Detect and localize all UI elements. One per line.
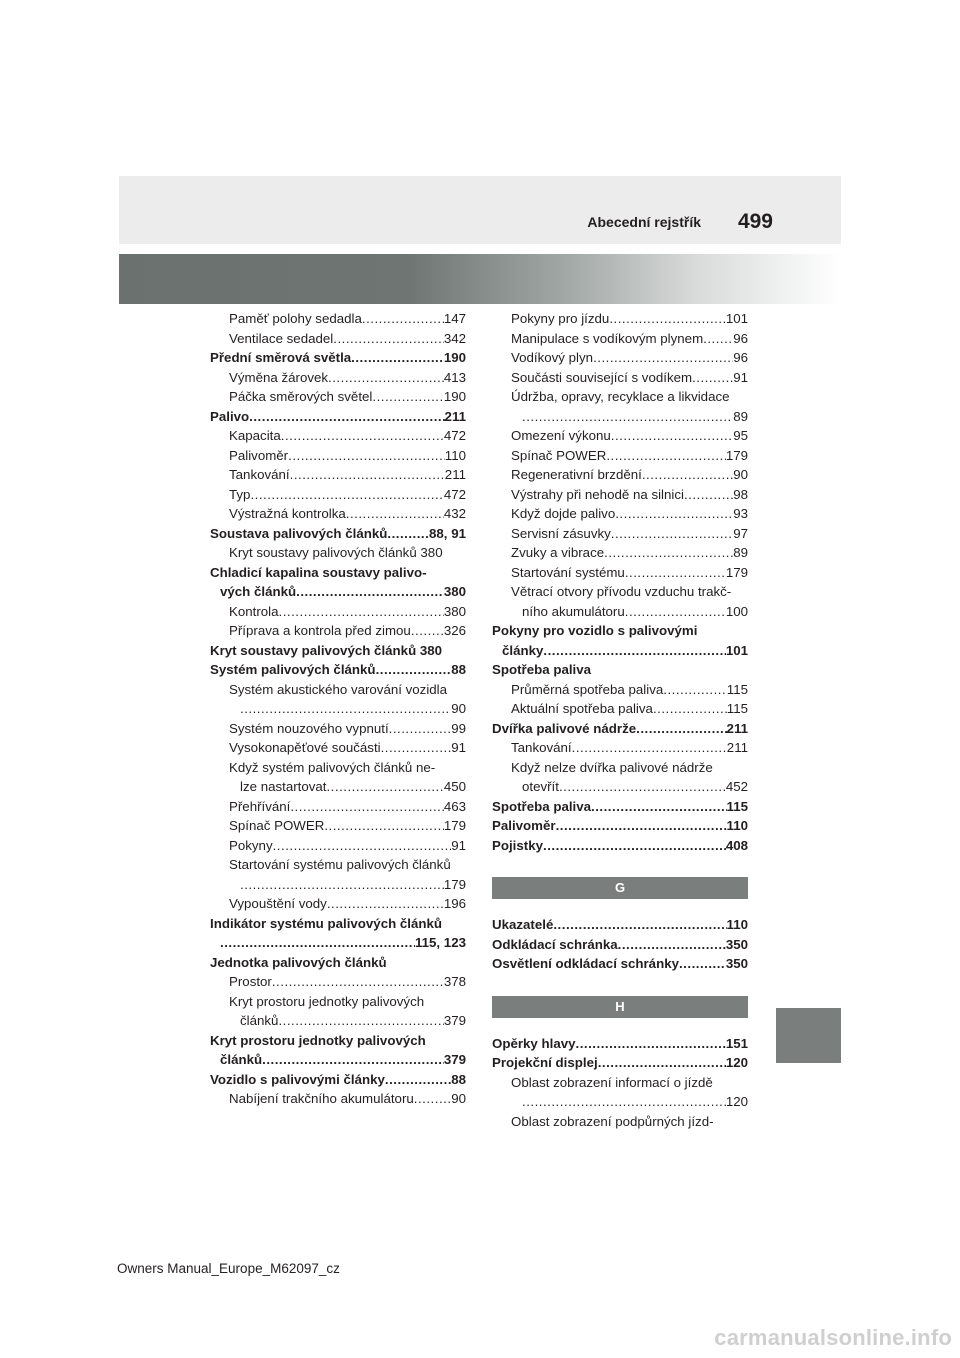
index-entry[interactable]: Servisní zásuvky ..... 97 (492, 524, 748, 544)
index-entry[interactable]: Vypouštění vody ..... 196 (210, 894, 466, 914)
index-entry[interactable]: Soustava palivových článků ..... 88, 91 (210, 524, 466, 544)
index-entry[interactable]: Regenerativní brzdění ..... 90 (492, 465, 748, 485)
section-letter-h: H (492, 996, 748, 1018)
index-entry[interactable]: Přední směrová světla ..... 190 (210, 348, 466, 368)
index-entry[interactable]: Údržba, opravy, recyklace a likvidace (511, 389, 730, 404)
index-entry[interactable]: Větrací otvory přívodu vzduchu trakč- (511, 584, 732, 599)
index-entry[interactable]: Systém akustického varování vozidla (229, 681, 448, 697)
index-entry[interactable]: Projekční displej ..... 120 (492, 1053, 748, 1073)
header-bar (119, 176, 841, 244)
index-entry[interactable]: Když nelze dvířka palivové nádrže (511, 759, 713, 775)
index-entry-continued[interactable]: vých článků ..... 380 (210, 582, 466, 602)
index-entry-continued[interactable]: článků ..... 379 (210, 1011, 466, 1031)
index-entry[interactable]: Když systém palivových článků ne- (229, 759, 436, 775)
index-entry[interactable]: Pokyny pro jízdu ..... 101 (492, 309, 748, 329)
index-entry[interactable]: Typ ..... 472 (210, 485, 466, 505)
index-entry[interactable]: Aktuální spotřeba paliva ..... 115 (492, 699, 748, 719)
index-column-right (492, 309, 748, 1131)
index-entry[interactable]: Jednotka palivových článků (210, 954, 387, 970)
index-entry[interactable]: Kontrola ..... 380 (210, 602, 466, 622)
index-entry[interactable]: Opěrky hlavy ..... 151 (492, 1034, 748, 1054)
index-entry[interactable]: Tankování ..... 211 (492, 738, 748, 758)
index-entry[interactable]: Dvířka palivové nádrže ..... 211 (492, 719, 748, 739)
index-entry[interactable]: Páčka směrových světel ..... 190 (210, 387, 466, 407)
index-entry[interactable]: Výstrahy při nehodě na silnici ..... 98 (492, 485, 748, 505)
index-entry[interactable]: Když dojde palivo ..... 93 (492, 504, 748, 524)
index-column-left (210, 309, 466, 1109)
index-entry[interactable]: Průměrná spotřeba paliva ..... 115 (492, 680, 748, 700)
index-entry[interactable]: Omezení výkonu ..... 95 (492, 426, 748, 446)
document-footer: Owners Manual_Europe_M62097_cz (117, 1261, 340, 1276)
index-entry[interactable]: Kapacita ..... 472 (210, 426, 466, 446)
index-entry[interactable]: Oblast zobrazení informací o jízdě (511, 1074, 713, 1090)
index-entry[interactable]: Startování systému ..... 179 (492, 563, 748, 583)
index-entry[interactable]: Výstražná kontrolka ..... 432 (210, 504, 466, 524)
index-entry[interactable]: Zvuky a vibrace ..... 89 (492, 543, 748, 563)
index-entry[interactable]: Prostor ..... 378 (210, 972, 466, 992)
index-entry[interactable]: Palivoměr ..... 110 (210, 446, 466, 466)
index-entry[interactable]: Spínač POWER ..... 179 (492, 446, 748, 466)
index-entry[interactable]: Nabíjení trakčního akumulátoru ..... 90 (210, 1089, 466, 1109)
index-entry[interactable]: Kryt prostoru jednotky palivových (229, 993, 425, 1009)
index-entry[interactable]: Spotřeba paliva (492, 662, 592, 677)
section-letter-g: G (492, 877, 748, 899)
index-entry-continued[interactable]: otevřít ..... 452 (492, 777, 748, 797)
index-entry[interactable]: Ventilace sedadel ..... 342 (210, 329, 466, 349)
index-entry[interactable]: Výměna žárovek ..... 413 (210, 368, 466, 388)
index-entry[interactable]: Součásti související s vodíkem ..... 91 (492, 368, 748, 388)
index-entry[interactable]: Příprava a kontrola před zimou ..... 326 (210, 621, 466, 641)
index-entry[interactable]: Spotřeba paliva ..... 115 (492, 797, 748, 817)
index-entry-continued[interactable]: lze nastartovat ..... 450 (210, 777, 466, 797)
index-entry-continued[interactable]: ního akumulátoru ..... 100 (492, 602, 748, 622)
index-entry[interactable]: Manipulace s vodíkovým plynem ..... 96 (492, 329, 748, 349)
index-entry[interactable]: Odkládací schránka ..... 350 (492, 935, 748, 955)
index-entry[interactable]: Pokyny ..... 91 (210, 836, 466, 856)
page-number: 499 (737, 210, 773, 233)
index-entry-continued[interactable]: článků ..... 379 (210, 1050, 466, 1070)
index-entry[interactable]: Chladicí kapalina soustavy palivo- (210, 564, 427, 580)
index-entry[interactable]: Spínač POWER ..... 179 (210, 816, 466, 836)
index-entry[interactable]: Indikátor systému palivových článků (210, 915, 443, 931)
index-entry[interactable]: Osvětlení odkládací schránky ..... 350 (492, 954, 748, 974)
header-gradient-band (119, 254, 841, 304)
side-thumb-tab (776, 1008, 841, 1063)
index-entry-continued[interactable]: ..... 89 (492, 407, 748, 427)
index-entry[interactable]: Systém nouzového vypnutí ..... 99 (210, 719, 466, 739)
index-entry[interactable]: Vodíkový plyn ..... 96 (492, 348, 748, 368)
index-entry[interactable]: Kryt prostoru jednotky palivových (210, 1032, 426, 1048)
index-entry[interactable]: Oblast zobrazení podpůrných jízd- (511, 1113, 714, 1129)
index-entry-continued[interactable]: články ..... 101 (492, 641, 748, 661)
section-title: Abecední rejstřík (587, 214, 701, 230)
index-entry[interactable]: Tankování ..... 211 (210, 465, 466, 485)
watermark: carmanualsonline.info (714, 1325, 952, 1350)
index-entry-continued[interactable]: ..... 179 (210, 875, 466, 895)
index-entry[interactable]: Pojistky ..... 408 (492, 836, 748, 856)
index-entry-continued[interactable]: ..... 115, 123 (210, 933, 466, 953)
index-entry-continued[interactable]: ..... 120 (492, 1092, 748, 1112)
index-entry[interactable]: Palivo ..... 211 (210, 407, 466, 427)
index-entry[interactable]: Paměť polohy sedadla ..... 147 (210, 309, 466, 329)
index-entry[interactable]: Palivoměr ..... 110 (492, 816, 748, 836)
index-entry[interactable]: Startování systému palivových článků (229, 857, 451, 872)
index-entry[interactable]: Vysokonapěťové součásti ..... 91 (210, 738, 466, 758)
index-entry[interactable]: Kryt soustavy palivových článků 380 (210, 642, 443, 658)
index-entry[interactable]: Pokyny pro vozidlo s palivovými (492, 623, 698, 638)
index-entry[interactable]: Vozidlo s palivovými články ..... 88 (210, 1070, 466, 1090)
index-entry[interactable]: Přehřívání ..... 463 (210, 797, 466, 817)
index-entry-continued[interactable]: ..... 90 (210, 699, 466, 719)
index-entry[interactable]: Kryt soustavy palivových článků 380 (229, 545, 443, 560)
index-entry[interactable]: Ukazatelé ..... 110 (492, 915, 748, 935)
index-entry[interactable]: Systém palivových článků ..... 88 (210, 660, 466, 680)
